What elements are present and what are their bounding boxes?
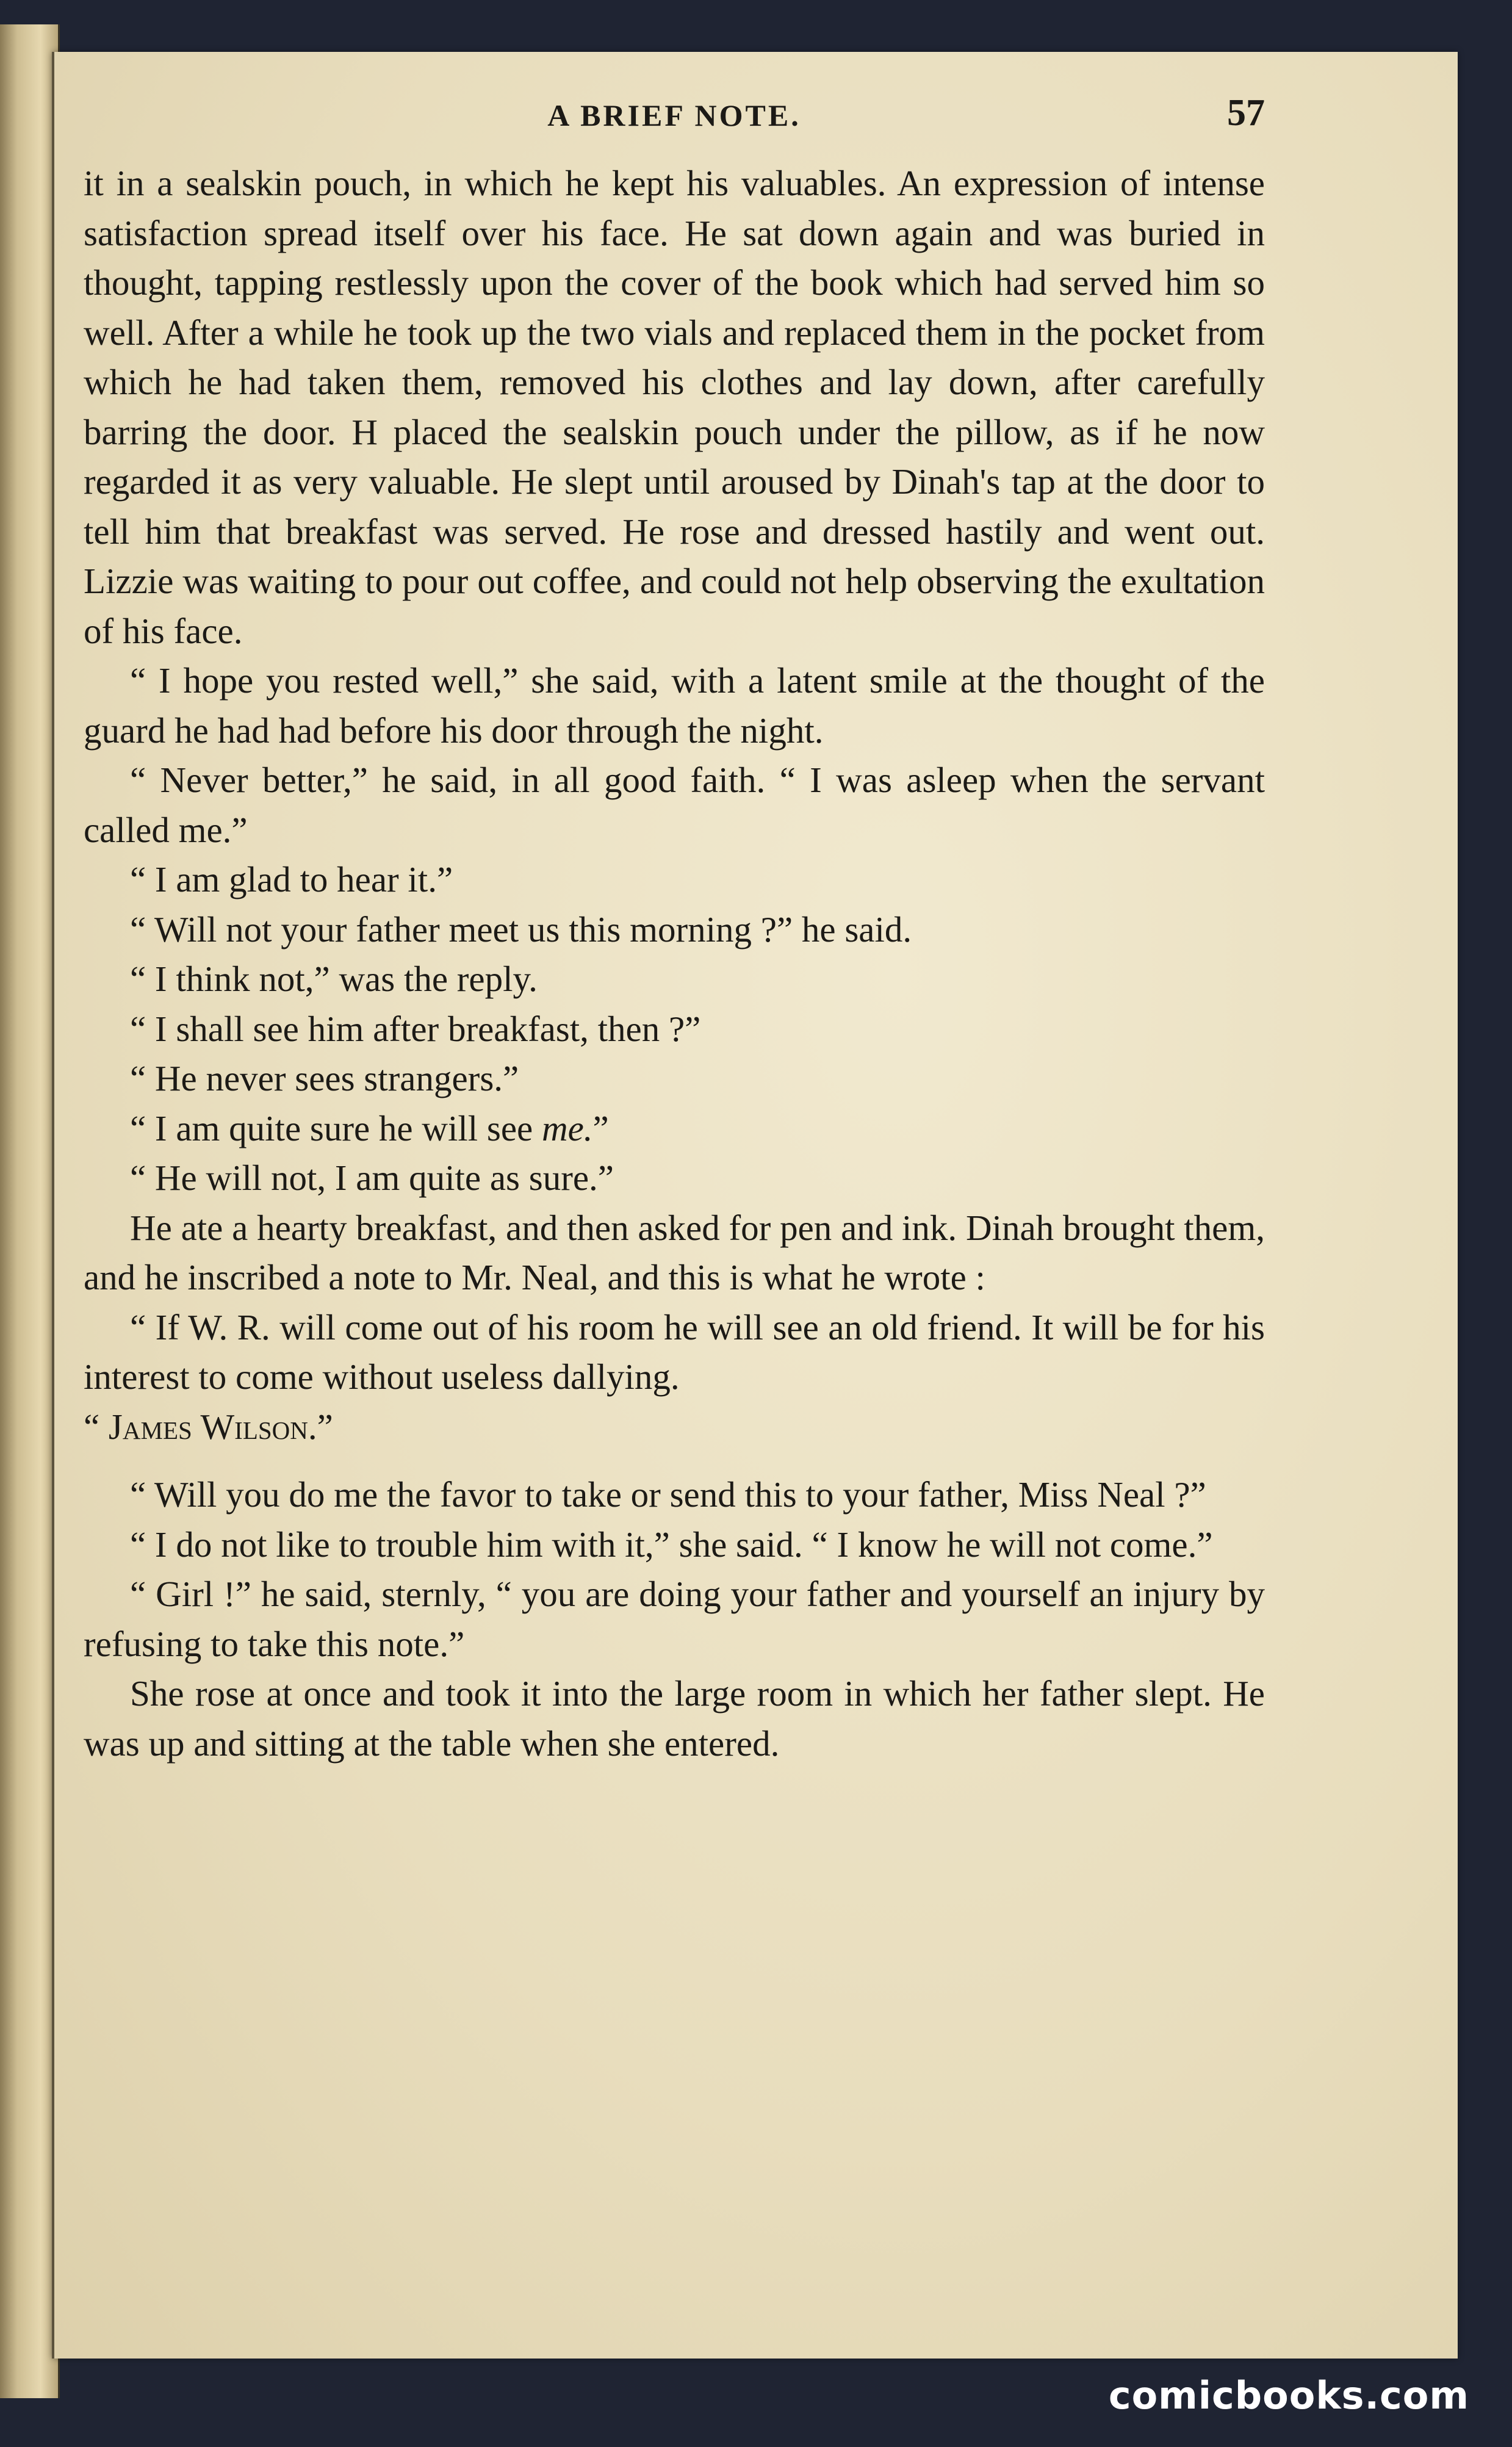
page-number: 57 — [1227, 92, 1265, 134]
paragraph: it in a sealskin pouch, in which he kept his valuables. An expression of intense satisfaction spread itself over his face. He sat down again and was buried in thought, tapping restlessly upon the cover of the book which had served him so well. After a while he took up the two vials and replaced them in the pocket from which he had taken them, removed his clothes and lay down, after carefully barring the door. H placed the sealskin pouch under the pillow, as if he now regarded it as very valuable. He slept until aroused by Dinah's tap at the door to tell him that breakfast was served. He rose and dressed hastily and went out. Lizzie was waiting to pour out coffee, and could not help observing the exultation of his face. — [84, 163, 1265, 651]
running-head — [84, 92, 1265, 153]
body-text — [84, 159, 1265, 1768]
note-signature: “ James Wilson.” — [84, 1406, 333, 1447]
running-title: A BRIEF NOTE. — [547, 98, 801, 132]
dialogue-line: “ Will not your father meet us this morning ?” he said. — [130, 909, 912, 950]
page-content — [84, 52, 1265, 1768]
book-spine-edge — [0, 24, 60, 2398]
dialogue-line: “ He will not, I am quite as sure.” — [130, 1158, 614, 1198]
paragraph: “ I do not like to trouble him with it,” she said. “ I know he will not come.” — [130, 1524, 1213, 1565]
paragraph: She rose at once and took it into the large room in which her father slept. He was up and sitting at the table when she entered. — [84, 1673, 1265, 1764]
closing-quote: ” — [592, 1108, 609, 1148]
dialogue-line: “ I think not,” was the reply. — [130, 959, 538, 999]
dialogue-line: “ He never sees strangers.” — [130, 1058, 519, 1098]
watermark-logo: comicbooks.com — [1108, 2373, 1469, 2418]
paragraph: “ Never better,” he said, in all good faith. “ I was asleep when the servant called me.” — [84, 760, 1265, 850]
paragraph: “ I hope you rested well,” she said, with a latent smile at the thought of the guard he had had before his door through the night. — [84, 660, 1265, 751]
paragraph: “ Girl !” he said, sternly, “ you are doing your father and yourself an injury by refusing to take this note.” — [84, 1574, 1265, 1664]
dialogue-line — [84, 1104, 1265, 1154]
paragraph: “ Will you do me the favor to take or send this to your father, Miss Neal ?” — [130, 1474, 1206, 1515]
book-page — [52, 52, 1458, 2359]
dialogue-line: “ I am glad to hear it.” — [130, 859, 453, 899]
note-text: “ If W. R. will come out of his room he will see an old friend. It will be for his interest to come without useless dallying. — [84, 1306, 1265, 1397]
spacer — [84, 1452, 1265, 1470]
emphasized-word: me. — [542, 1108, 593, 1148]
paragraph: He ate a hearty breakfast, and then asked for pen and ink. Dinah brought them, and he inscribed a note to Mr. Neal, and this is what he wrote : — [84, 1207, 1265, 1297]
dialogue-text: “ I am quite sure he will see — [130, 1108, 542, 1148]
dialogue-line: “ I shall see him after breakfast, then ?” — [130, 1008, 701, 1049]
